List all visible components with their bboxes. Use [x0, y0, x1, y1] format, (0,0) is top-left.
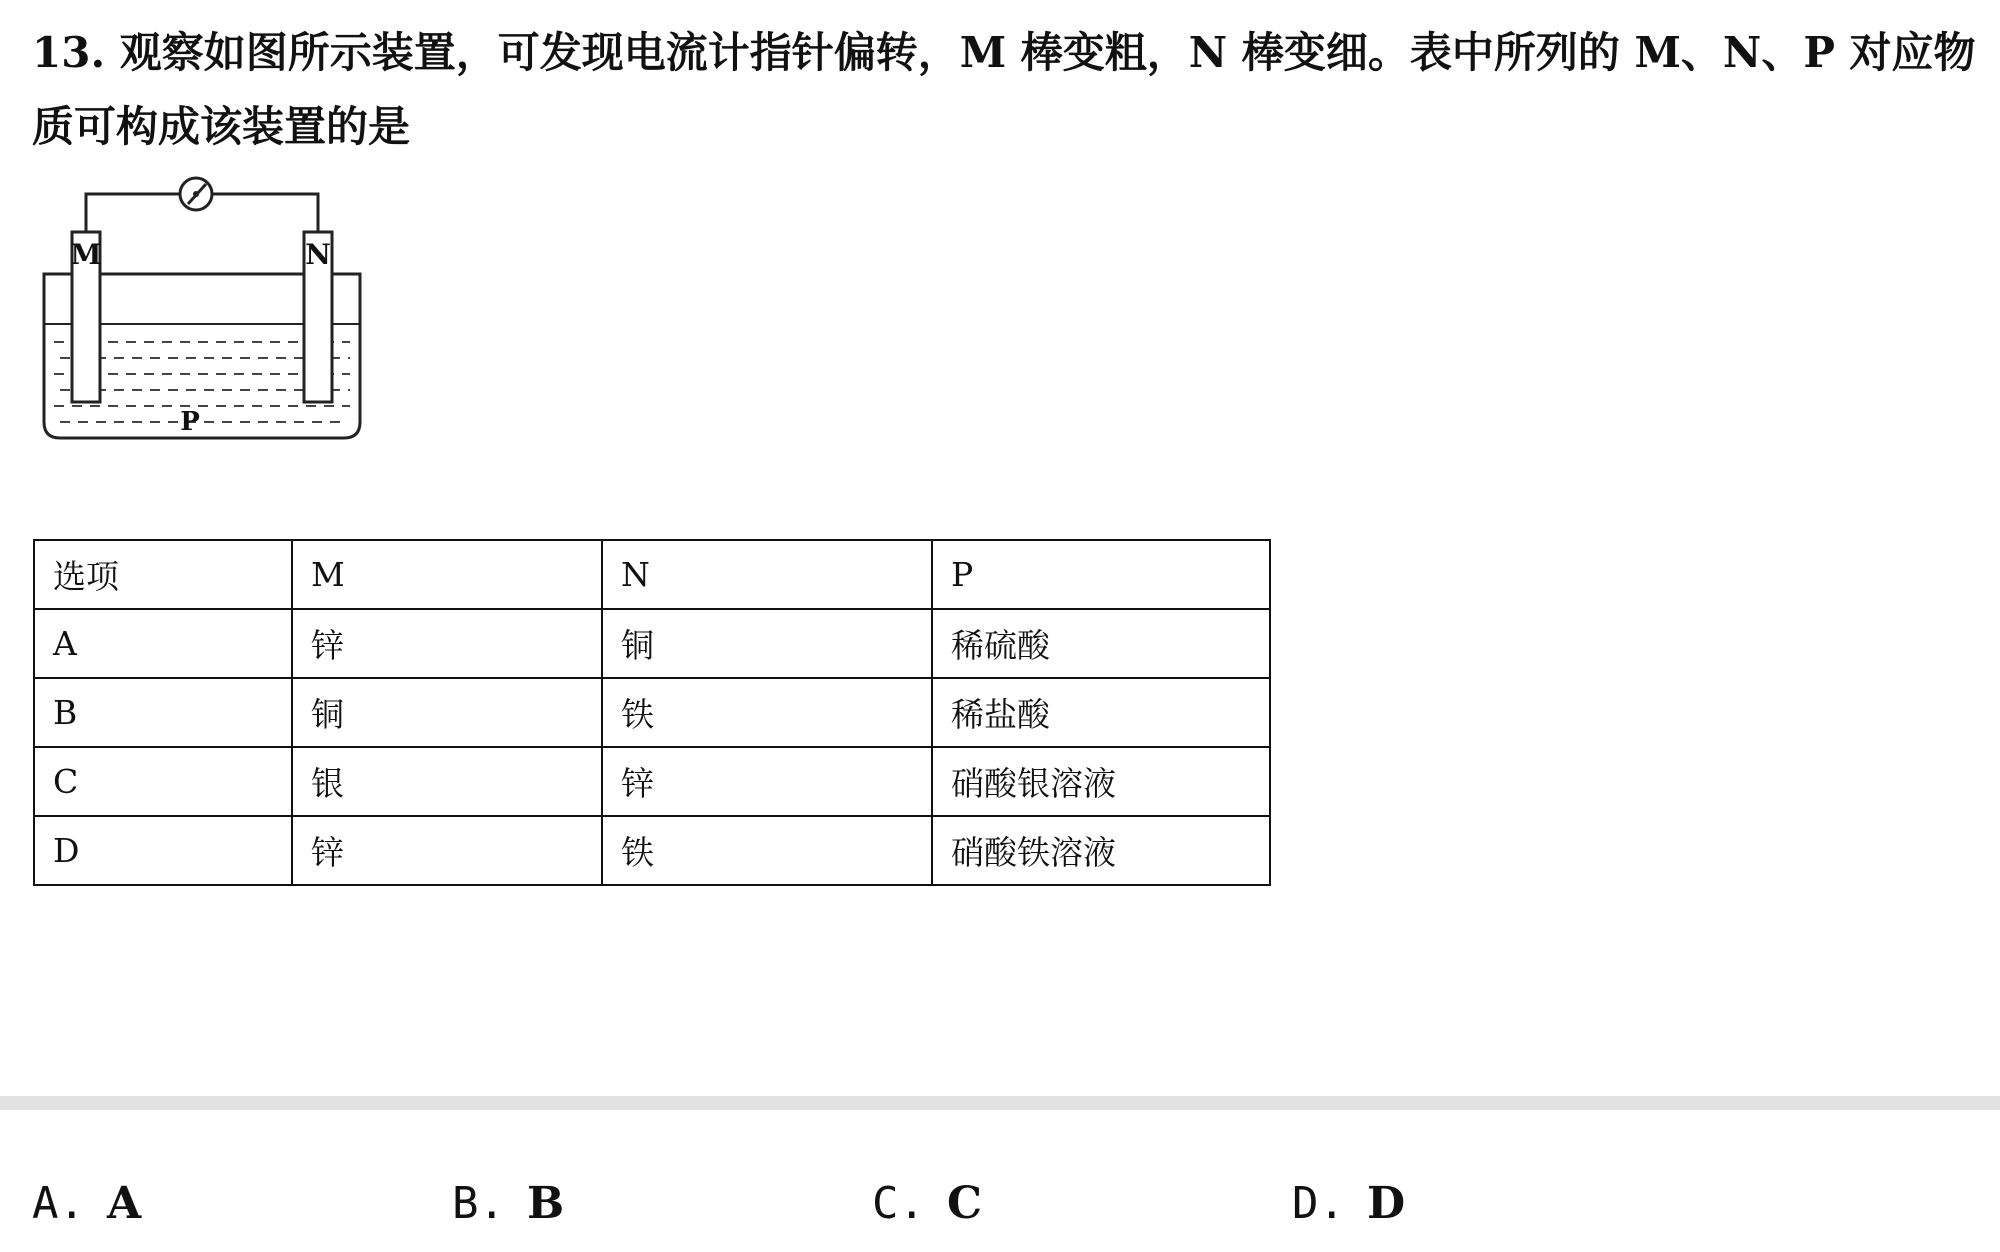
table-cell: B [34, 678, 292, 747]
table-cell: 铜 [292, 678, 602, 747]
table-cell: 铁 [602, 816, 932, 885]
section-divider [0, 1096, 2000, 1110]
table-cell: 锌 [292, 816, 602, 885]
electrode-n-label: N [305, 238, 331, 271]
table-cell: 硝酸铁溶液 [932, 816, 1270, 885]
header-cell: 选项 [34, 540, 292, 609]
table-row [34, 609, 1270, 678]
table-cell: C [34, 747, 292, 816]
table-row [34, 747, 1270, 816]
solution-label: P [180, 407, 200, 437]
table-header-row [34, 540, 1270, 609]
choice-b[interactable] [452, 1178, 564, 1229]
choice-letter: C. [872, 1178, 925, 1229]
options-table [33, 539, 1271, 886]
table-cell: A [34, 609, 292, 678]
table-cell: 铁 [602, 678, 932, 747]
table-cell: 锌 [292, 609, 602, 678]
header-cell: N [602, 540, 932, 609]
table-cell: 稀硫酸 [932, 609, 1270, 678]
choice-letter: B. [452, 1178, 505, 1229]
choice-text: D [1366, 1178, 1406, 1229]
choice-text: C [946, 1178, 983, 1229]
galvanic-cell-diagram [38, 172, 368, 444]
table-cell: 硝酸银溶液 [932, 747, 1270, 816]
header-cell: M [292, 540, 602, 609]
table-row [34, 816, 1270, 885]
table-cell: 锌 [602, 747, 932, 816]
table-cell: D [34, 816, 292, 885]
header-cell: P [932, 540, 1270, 609]
choice-letter: D. [1292, 1178, 1345, 1229]
table-cell: 银 [292, 747, 602, 816]
choice-text: B [526, 1178, 565, 1229]
question-text: 13. 观察如图所示装置，可发现电流计指针偏转，M 棒变粗，N 棒变细。表中所列的 M、N、P 对应物质可构成该装置的是 [32, 28, 1976, 151]
choice-a[interactable] [32, 1178, 141, 1229]
electrode-m-label: M [70, 238, 102, 271]
table-cell: 稀盐酸 [932, 678, 1270, 747]
table-row [34, 678, 1270, 747]
choice-text: A [106, 1178, 142, 1229]
choice-d[interactable] [1292, 1178, 1405, 1229]
table-cell: 铜 [602, 609, 932, 678]
choice-c[interactable] [872, 1178, 982, 1229]
choice-letter: A. [32, 1178, 85, 1229]
